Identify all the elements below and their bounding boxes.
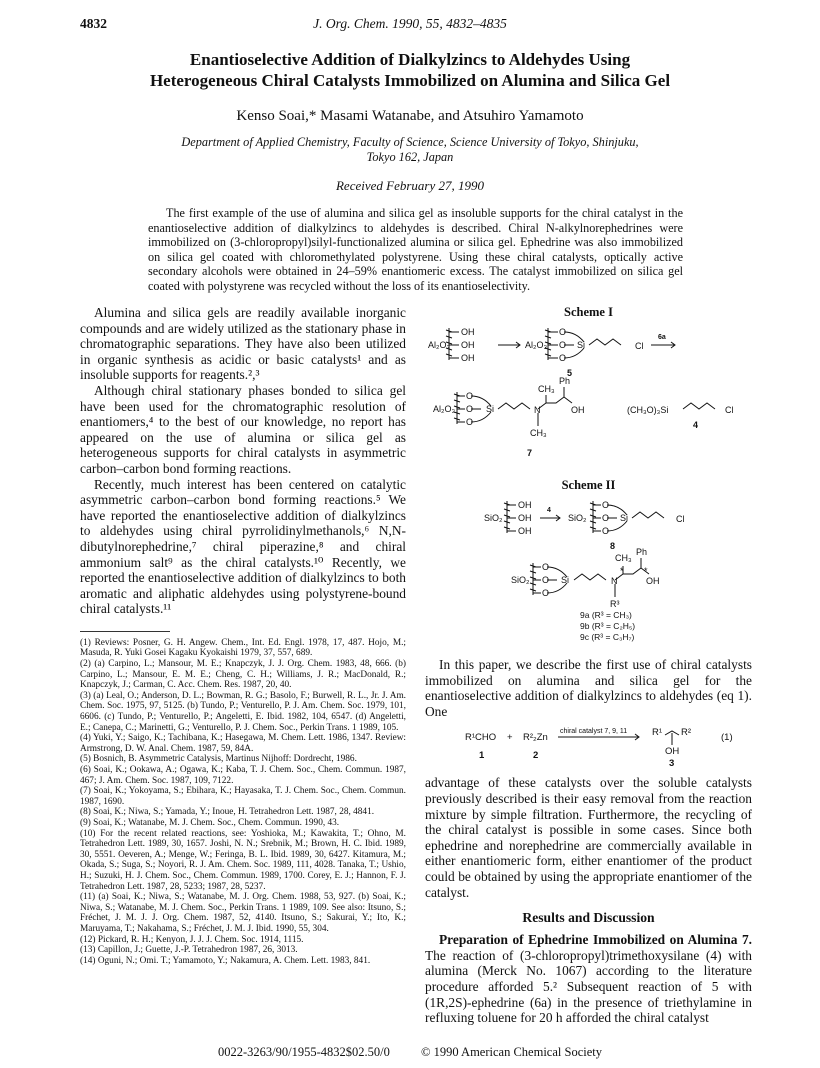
footnote: (1) Reviews: Posner, G. H. Angew. Chem., Int. Ed. Engl. 1978, 17, 487. Hojo, M.; Masuda, R. Yuki Gosei Kagaku Kyokaishi 1979, 37, 557, 689. <box>80 637 406 659</box>
o-label: O <box>542 588 550 598</box>
intro-paragraph-3: Recently, much interest has been centered on catalytic asymmetric carbon–carbon bond forming reactions.⁵ We have reported the enantioselective addition of dialkylzincs to aldehydes using chiral pyrrolidinylmethanols,⁶ N,N-dibutylnorephedrine,⁷ chiral piperazine,⁸ and chiral ammonium salt⁹ as the chiral catalysts.¹⁰ Recently, we reported the enantioselective addition of dialkylzincs to both aromatic and aliphatic aldehydes using polystyrene-bound chiral catalysts.¹¹ <box>80 476 406 617</box>
reaction-conditions: chiral catalyst 7, 9, 11 <box>560 728 628 736</box>
scheme-2 <box>425 478 752 643</box>
results-paragraph <box>425 932 752 1026</box>
o-label: O <box>542 575 550 585</box>
o-label: O <box>602 500 610 510</box>
affiliation <box>60 135 760 165</box>
reactant-2: R²₂Zn <box>523 732 548 744</box>
journal-citation: J. Org. Chem. 1990, 55, 4832–4835 <box>313 16 507 31</box>
compound-8-label: 8 <box>610 541 616 551</box>
compound-9c-label: 9c (R³ = C₃H₇) <box>580 632 635 642</box>
article-title <box>60 49 760 91</box>
scheme-1-title: Scheme I <box>564 305 613 319</box>
footnote: (12) Pickard, R. H.; Kenyon, J. J. J. Chem. Soc. 1914, 1115. <box>80 934 304 945</box>
authors: Kenso Soai,* Masami Watanabe, and Atsuhiro Yamamoto <box>236 108 584 124</box>
running-header <box>80 16 740 36</box>
title-line-1: Enantioselective Addition of Dialkylzincs to Aldehydes Using <box>189 50 631 69</box>
reagent-4-label: 4 <box>547 507 551 514</box>
page-number: 4832 <box>80 16 107 31</box>
n-label: N <box>611 576 618 586</box>
sio2-label: SiO₂ <box>568 513 587 523</box>
reagent-6a-label: 6a <box>658 334 666 341</box>
al2o3-label: Al₂O₃ <box>428 340 451 350</box>
footnote: (2) (a) Carpino, L.; Mansour, M. E.; Knapczyk, J. J. Org. Chem. 1983, 48, 666. (b) Carpino, L.; Mansour, E. M. E.; Cheng, C. H.; Williams, J. R.; MacDonald, R.; Knapczyk, J.; Carman, C. Acc. Chem. Res. 1987, 20, 40. <box>80 659 406 691</box>
page-footer <box>80 1045 740 1060</box>
compound-4-label: 4 <box>693 420 699 430</box>
si-label: Si <box>577 340 586 350</box>
ph-label: Ph <box>559 376 571 386</box>
oh-label: OH <box>518 500 532 510</box>
o-label: O <box>466 417 474 427</box>
copyright-notice: © 1990 American Chemical Society <box>421 1045 602 1059</box>
scheme-1-drawing <box>425 320 752 478</box>
left-column <box>80 305 406 966</box>
stereocenter-star: * <box>644 566 648 576</box>
affiliation-line-1: Department of Applied Chemistry, Faculty of Science, Science University of Tokyo, Shinjuku, <box>181 135 639 149</box>
oh-label: OH <box>461 353 475 363</box>
reactant-1: R¹CHO <box>465 732 497 744</box>
article-code: 0022-3263/90/1955-4832$02.50/0 <box>218 1045 390 1059</box>
footnote: (13) Capillon, J.; Guette, J.-P. Tetrahedron 1987, 26, 3013. <box>80 945 298 956</box>
oh-label: OH <box>461 327 475 337</box>
results-text: The reaction of (3-chloropropyl)trimethoxysilane (4) with alumina (Merck No. 1067) according to the literature procedure afforded 5.² Subsequent reaction of 5 with (1R,2S)-ephedrine (6a) in the presence of triethylamine in refluxing toluene for 20 h afforded the chiral catalyst <box>425 947 752 1026</box>
footnote: (9) Soai, K.; Watanabe, M. J. Chem. Soc., Chem. Commun. 1990, 43. <box>80 817 340 828</box>
scheme-2-title: Scheme II <box>561 478 616 492</box>
footnote: (8) Soai, K.; Niwa, S.; Yamada, Y.; Inoue, H. Tetrahedron Lett. 1987, 28, 4841. <box>80 807 375 818</box>
compound-9b-label: 9b (R³ = C₂H₅) <box>580 621 636 631</box>
o-label: O <box>559 327 567 337</box>
sio2-label: SiO₂ <box>484 513 503 523</box>
o-label: O <box>466 404 474 414</box>
o-label: O <box>542 562 550 572</box>
oh-label: OH <box>646 576 660 586</box>
subsection-heading: Preparation of Ephedrine Immobilized on Alumina 7. <box>439 932 752 948</box>
oh-label: OH <box>571 405 585 415</box>
footnote: (6) Soai, K.; Ookawa, A.; Ogawa, K.; Kaba, T. J. Chem. Soc., Chem. Commun. 1987, 467; J. Am. Chem. Soc. 1987, 109, 7122. <box>80 765 406 786</box>
ch3-label: CH₃ <box>615 553 632 563</box>
intro-paragraph-2: Although chiral stationary phases bonded to silica gel have been used for the chromatographic resolution of enantiomers,⁴ to the best of our knowledge, no report has appeared on the use of alumina or silica gel as heterogeneous supports for chiral catalysts in asymmetric carbon–carbon bond forming reactions. <box>80 382 406 476</box>
compound-2-label: 2 <box>533 750 539 762</box>
abstract: The first example of the use of alumina and silica gel as insoluble supports for the chiral catalyst in the enantioselective addition of dialkylzincs to aldehydes is described. Chiral N-alkylnorephedrines were immobilized on (3-chloropropyl)silyl-functionalized alumina or silica gel. Ephedrine was also immobilized on silica gel coated with chloromethylated polystyrene. Using these chiral catalysts, optically active secondary alcohols were obtained in 24–59% enantiomeric excess. The catalyst immobilized on silica gel coated with polystyrene was recycled without the loss of its enantioselectivity. <box>148 206 683 293</box>
o-label: O <box>559 353 567 363</box>
compound-3-label: 3 <box>669 758 675 770</box>
si-label: Si <box>486 404 495 414</box>
al2o3-label: Al₂O₃ <box>433 404 456 414</box>
o-label: O <box>559 340 567 350</box>
product-oh: OH <box>665 746 680 758</box>
oh-label: OH <box>461 340 475 350</box>
compound-1-label: 1 <box>479 750 485 762</box>
footnote: (7) Soai, K.; Yokoyama, S.; Ebihara, K.; Hayasaka, T. J. Chem. Soc., Chem. Commun. 1987, 1690. <box>80 786 406 807</box>
received-date: Received February 27, 1990 <box>335 178 484 193</box>
intro-paragraph-1: Alumina and silica gels are readily available inorganic compounds and are widely utilized as the stationary phase in chromatographic separations. They have also been utilized in organic synthesis as acidic or basic catalysts¹ and as insoluble supports for reagents.²,³ <box>80 305 406 383</box>
footnote: (11) (a) Soai, K.; Niwa, S.; Watanabe, M. J. Org. Chem. 1988, 53, 927. (b) Soai, K.; Niwa, S.; Watanabe, M. J. Chem. Soc., Perkin Trans. 1 1989, 109. See also: Itsuno, S.; Fréchet, J. M. J. J. Org. Chem. 1987, 52, 4140. Itsuno, S.; Sakurai, Y.; Ito, K.; Maruyama, T.; Nakahama, S.; Fréchet, J. M. J. Ibid. 1990, 55, 304. <box>80 892 406 934</box>
product-r2: R² <box>681 727 692 739</box>
compound-9a-label: 9a (R³ = CH₃) <box>580 610 632 620</box>
footnotes <box>80 638 406 966</box>
product-r1: R¹ <box>652 727 663 739</box>
ch3-label: CH₃ <box>538 384 555 394</box>
equation-number: (1) <box>721 732 733 744</box>
o-label: O <box>466 391 474 401</box>
advantage-paragraph: advantage of these catalysts over the soluble catalysts previously described is their easy removal from the reaction mixture by simple filtration. Furthermore, the recycling of the chiral catalyst is possible in some cases. Since both ephedrine and norephedrine are commercially available in either enantiomeric form, either enantiomer of the product could be obtained by using the appropriate enantiomer of the catalyst. <box>425 775 752 900</box>
scheme-2-drawing <box>425 493 752 643</box>
oh-label: OH <box>518 513 532 523</box>
footnote: (3) (a) Leal, O.; Anderson, D. L.; Bowman, R. G.; Basolo, F.; Burwell, R. L., Jr. J. Am. Chem. Soc. 1975, 97, 5125. (b) Tundo, P.; Venturello, P. J. Am. Chem. Soc. 1979, 101, 6606. (c) Tundo, P.; Venturello, P.; Angeletti, E. Ibid. 1982, 104, 6547. (d) Angeletti, E.; Canepa, C.; Marinetti, G.; Venturello, P. J. Chem. Soc., Perkin Trans. 1 1989, 105. <box>80 690 406 733</box>
footnote: (4) Yuki, Y.; Saigo, K.; Tachibana, K.; Hasegawa, M. Chem. Lett. 1986, 1347. Review: Armstrong, D. W. Anal. Chem. 1987, 59, 84A. <box>80 733 406 754</box>
oh-label: OH <box>518 526 532 536</box>
title-line-2: Heterogeneous Chiral Catalysts Immobilized on Alumina and Silica Gel <box>149 71 671 90</box>
equation-1 <box>425 723 752 769</box>
plus-sign: + <box>507 732 513 744</box>
sio2-label: SiO₂ <box>511 575 530 585</box>
affiliation-line-2: Tokyo 162, Japan <box>366 150 454 164</box>
ch3-label: CH₃ <box>530 428 547 438</box>
footnote-divider <box>80 631 170 632</box>
si-label: Si <box>561 575 570 585</box>
n-label: N <box>534 405 541 415</box>
compound-5-label: 5 <box>567 368 573 378</box>
si-label: Si <box>620 513 629 523</box>
intro-paragraph-4: In this paper, we describe the first use of chiral catalysts immobilized on alumina and silica gel for the enantioselective addition of dialkylzincs to aldehydes (eq 1). One <box>425 657 752 719</box>
footnote: (14) Oguni, N.; Omi. T.; Yamamoto, Y.; Nakamura, A. Chem. Lett. 1983, 841. <box>80 955 371 966</box>
o-label: O <box>602 526 610 536</box>
footnote: (5) Bosnich, B. Asymmetric Catalysis, Martinus Nijhoff: Dordrecht, 1986. <box>80 754 357 765</box>
stereocenter-star: * <box>620 566 624 576</box>
cl-label: Cl <box>676 514 685 524</box>
o-label: O <box>602 513 610 523</box>
r3-label: R³ <box>610 599 620 609</box>
al2o3-label: Al₂O₃ <box>525 340 548 350</box>
compound-7-label: 7 <box>527 448 533 458</box>
cl-label: Cl <box>635 341 644 351</box>
right-column <box>425 305 752 1026</box>
trimethoxysilane-label: (CH₃O)₃Si <box>627 405 669 415</box>
scheme-1 <box>425 305 752 478</box>
section-heading: Results and Discussion <box>522 910 655 926</box>
ph-label: Ph <box>636 547 648 557</box>
footnote: (10) For the recent related reactions, see: Yoshioka, M.; Kawakita, T.; Ohno, M. Tetrahedron Lett. 1989, 30, 1657. Joshi, N. N.; Srebnik, M.; Brown, H. C. Ibid. 1989, 30, 5551. Oeveren, A.; Menge, W.; Feringa, B. L. Ibid. 1989, 30, 6427. Kitamura, M.; Okada, S.; Suga, S.; Noyori, R. J. Am. Chem. Soc. 1989, 111, 4028. Tanaka, T.; Ushio, H.; Suzuki, H. J. Chem. Soc., Chem. Commun. 1989, 1700. Corey, E. J.; Hannon, F. J. Tetrahedron Lett. 1987, 28, 5233; 1987, 28, 5237. <box>80 828 406 892</box>
cl-label: Cl <box>725 405 734 415</box>
